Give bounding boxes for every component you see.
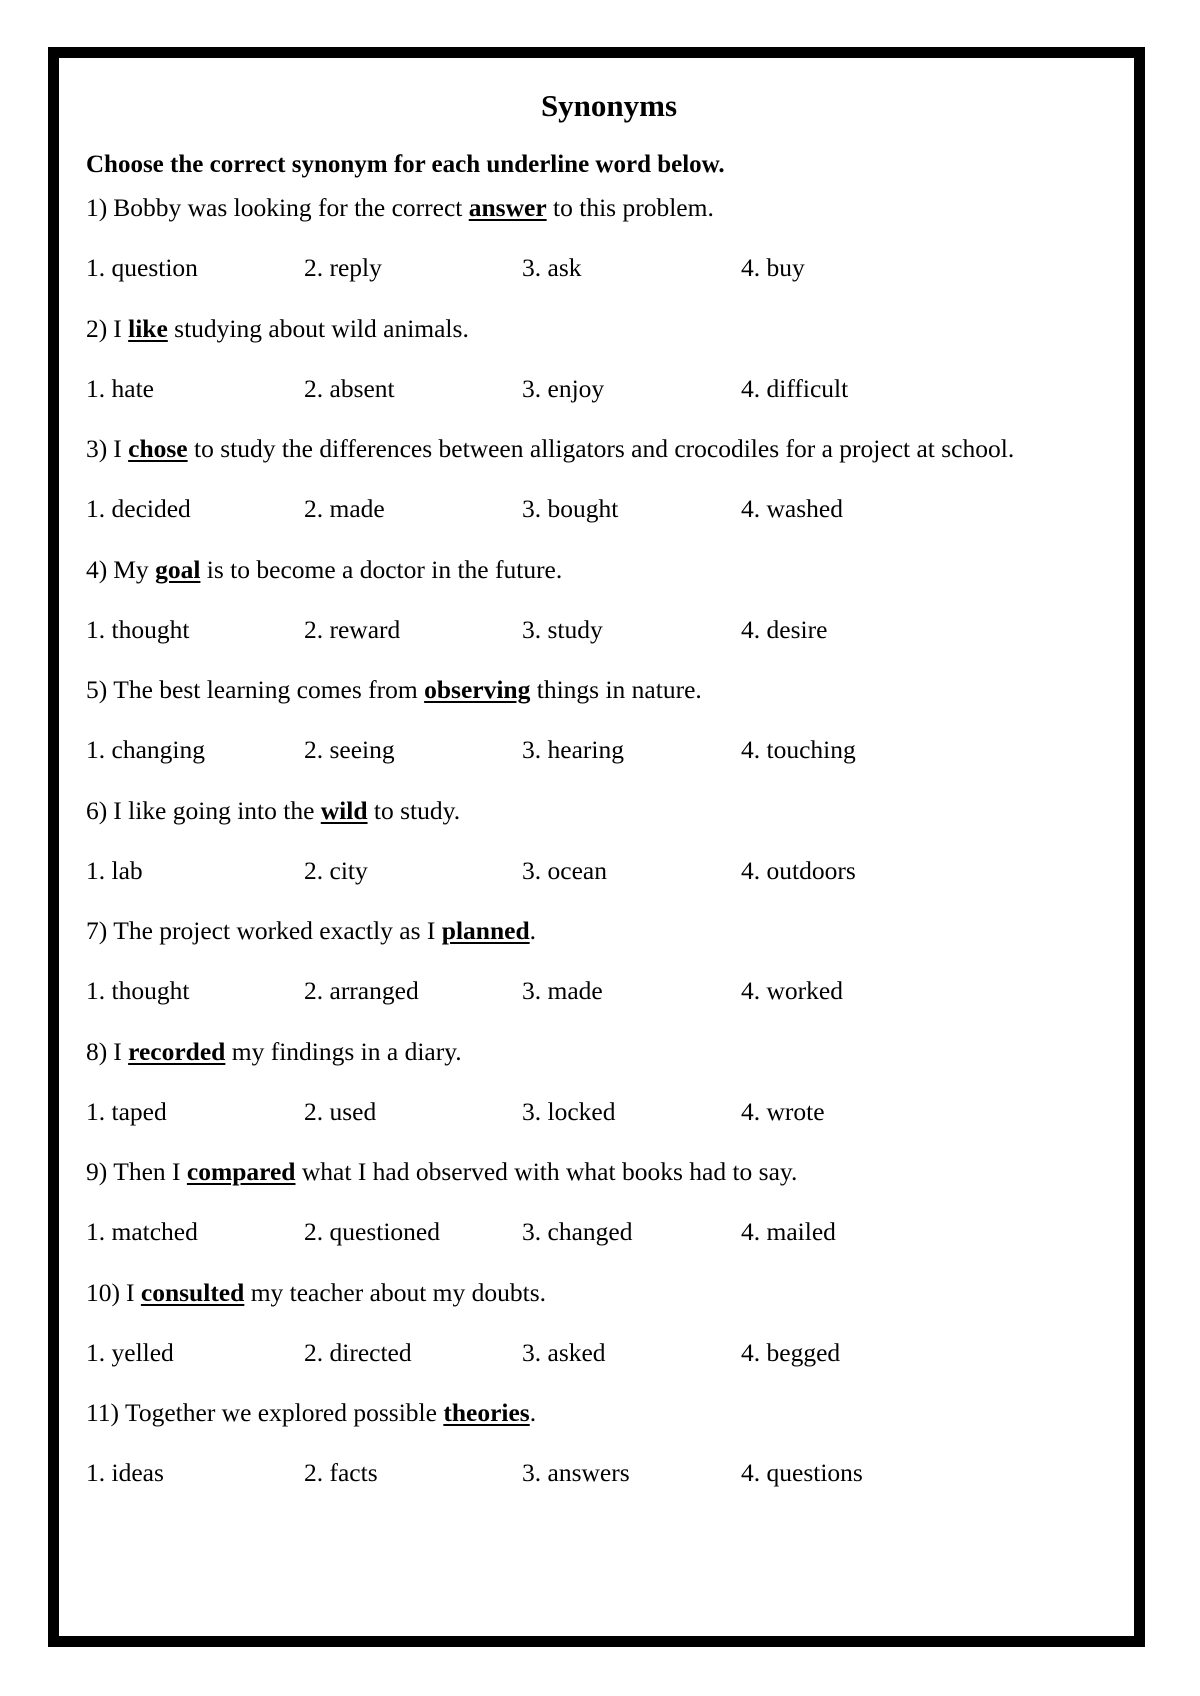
answer-options-7: [86, 976, 1086, 1006]
answer-option[interactable]: 3. asked: [522, 1338, 606, 1367]
question-text-before: Together we explored possible: [125, 1398, 444, 1427]
question-text-after: .: [529, 916, 537, 945]
question-number: 9): [86, 1157, 108, 1186]
answer-options-4: [86, 615, 1086, 645]
question-8: [86, 1037, 462, 1067]
answer-option[interactable]: 3. answers: [522, 1458, 630, 1487]
answer-option[interactable]: 3. bought: [522, 494, 619, 523]
question-text-after: things in nature.: [530, 675, 702, 704]
answer-option[interactable]: 1. changing: [86, 735, 205, 764]
answer-option[interactable]: 1. yelled: [86, 1338, 174, 1367]
answer-option[interactable]: 3. hearing: [522, 735, 624, 764]
question-text-after: .: [529, 1398, 537, 1427]
answer-option[interactable]: 4. touching: [741, 735, 856, 764]
answer-option[interactable]: 1. question: [86, 253, 198, 282]
underlined-keyword: consulted: [140, 1278, 245, 1307]
underlined-keyword: recorded: [128, 1037, 226, 1066]
question-number: 6): [86, 796, 108, 825]
question-6: [86, 796, 460, 826]
question-3: [86, 434, 1014, 464]
underlined-keyword: observing: [424, 675, 531, 704]
answer-option[interactable]: 4. buy: [741, 253, 805, 282]
question-text-before: I: [126, 1278, 141, 1307]
question-2: [86, 314, 469, 344]
question-text-before: I: [113, 434, 129, 463]
question-text-after: what I had observed with what books had to say.: [295, 1157, 798, 1186]
answer-option[interactable]: 1. ideas: [86, 1458, 164, 1487]
underlined-keyword: like: [128, 314, 168, 343]
answer-option[interactable]: 2. reward: [304, 615, 401, 644]
question-10: [86, 1278, 546, 1308]
answer-option[interactable]: 1. lab: [86, 856, 143, 885]
answer-option[interactable]: 4. washed: [741, 494, 843, 523]
answer-option[interactable]: 3. ask: [522, 253, 582, 282]
underlined-keyword: answer: [468, 193, 547, 222]
underlined-keyword: theories: [443, 1398, 530, 1427]
question-number: 2): [86, 314, 108, 343]
answer-option[interactable]: 4. outdoors: [741, 856, 856, 885]
answer-option[interactable]: 3. ocean: [522, 856, 607, 885]
question-text-before: Bobby was looking for the correct: [113, 193, 469, 222]
answer-option[interactable]: 4. wrote: [741, 1097, 825, 1126]
question-number: 7): [86, 916, 108, 945]
answer-option[interactable]: 4. worked: [741, 976, 843, 1005]
instructions: Choose the correct synonym for each underline word below.: [86, 151, 725, 178]
answer-option[interactable]: 1. thought: [86, 976, 190, 1005]
answer-option[interactable]: 1. taped: [86, 1097, 167, 1126]
answer-option[interactable]: 3. locked: [522, 1097, 616, 1126]
question-text-after: my teacher about my doubts.: [244, 1278, 546, 1307]
answer-option[interactable]: 1. hate: [86, 374, 154, 403]
answer-option[interactable]: 2. reply: [304, 253, 382, 282]
answer-option[interactable]: 3. study: [522, 615, 603, 644]
question-number: 11): [86, 1398, 120, 1427]
question-text-after: to this problem.: [546, 193, 714, 222]
underlined-keyword: wild: [320, 796, 368, 825]
answer-option[interactable]: 4. begged: [741, 1338, 841, 1367]
question-number: 10): [86, 1278, 120, 1307]
answer-option[interactable]: 2. city: [304, 856, 368, 885]
answer-options-11: [86, 1458, 1086, 1488]
question-number: 1): [86, 193, 108, 222]
question-9: [86, 1157, 797, 1187]
underlined-keyword: planned: [441, 916, 530, 945]
answer-option[interactable]: 2. facts: [304, 1458, 378, 1487]
answer-options-5: [86, 735, 1086, 765]
question-4: [86, 555, 562, 585]
question-text-before: I: [113, 1037, 129, 1066]
answer-option[interactable]: 2. arranged: [304, 976, 419, 1005]
answer-option[interactable]: 4. difficult: [741, 374, 849, 403]
question-text-after: to study.: [367, 796, 461, 825]
underlined-keyword: compared: [186, 1157, 296, 1186]
answer-option[interactable]: 1. thought: [86, 615, 190, 644]
underlined-keyword: goal: [155, 555, 201, 584]
answer-options-8: [86, 1097, 1086, 1127]
answer-options-9: [86, 1217, 1086, 1247]
question-text-after: is to become a doctor in the future.: [200, 555, 563, 584]
answer-option[interactable]: 4. questions: [741, 1458, 863, 1487]
answer-option[interactable]: 3. changed: [522, 1217, 633, 1246]
question-text-before: The project worked exactly as I: [113, 916, 442, 945]
answer-option[interactable]: 2. seeing: [304, 735, 395, 764]
answer-option[interactable]: 2. absent: [304, 374, 395, 403]
worksheet-title: Synonyms: [540, 88, 678, 123]
answer-options-6: [86, 856, 1086, 886]
answer-option[interactable]: 2. used: [304, 1097, 377, 1126]
answer-option[interactable]: 2. questioned: [304, 1217, 440, 1246]
answer-options-10: [86, 1338, 1086, 1368]
answer-option[interactable]: 3. made: [522, 976, 603, 1005]
question-number: 8): [86, 1037, 108, 1066]
answer-option[interactable]: 4. desire: [741, 615, 828, 644]
question-text-before: I like going into the: [113, 796, 321, 825]
question-1: [86, 193, 714, 223]
question-5: [86, 675, 702, 705]
answer-options-2: [86, 374, 1086, 404]
underlined-keyword: chose: [128, 434, 188, 463]
question-11: [86, 1398, 536, 1428]
answer-options-3: [86, 494, 1086, 524]
answer-option[interactable]: 2. directed: [304, 1338, 412, 1367]
question-text-before: My: [113, 555, 156, 584]
answer-option[interactable]: 1. matched: [86, 1217, 198, 1246]
question-text-after: studying about wild animals.: [167, 314, 469, 343]
answer-option[interactable]: 3. enjoy: [522, 374, 605, 403]
answer-option[interactable]: 2. made: [304, 494, 385, 523]
question-7: [86, 916, 536, 946]
question-number: 3): [86, 434, 108, 463]
question-number: 4): [86, 555, 108, 584]
question-text-after: my findings in a diary.: [225, 1037, 462, 1066]
answer-option[interactable]: 1. decided: [86, 494, 191, 523]
question-number: 5): [86, 675, 108, 704]
question-text-before: Then I: [113, 1157, 187, 1186]
answer-options-1: [86, 253, 1086, 283]
question-text-before: I: [113, 314, 129, 343]
question-text-before: The best learning comes from: [113, 675, 425, 704]
answer-option[interactable]: 4. mailed: [741, 1217, 836, 1246]
question-text-after: to study the differences between alligators and crocodiles for a project at school.: [187, 434, 1015, 463]
